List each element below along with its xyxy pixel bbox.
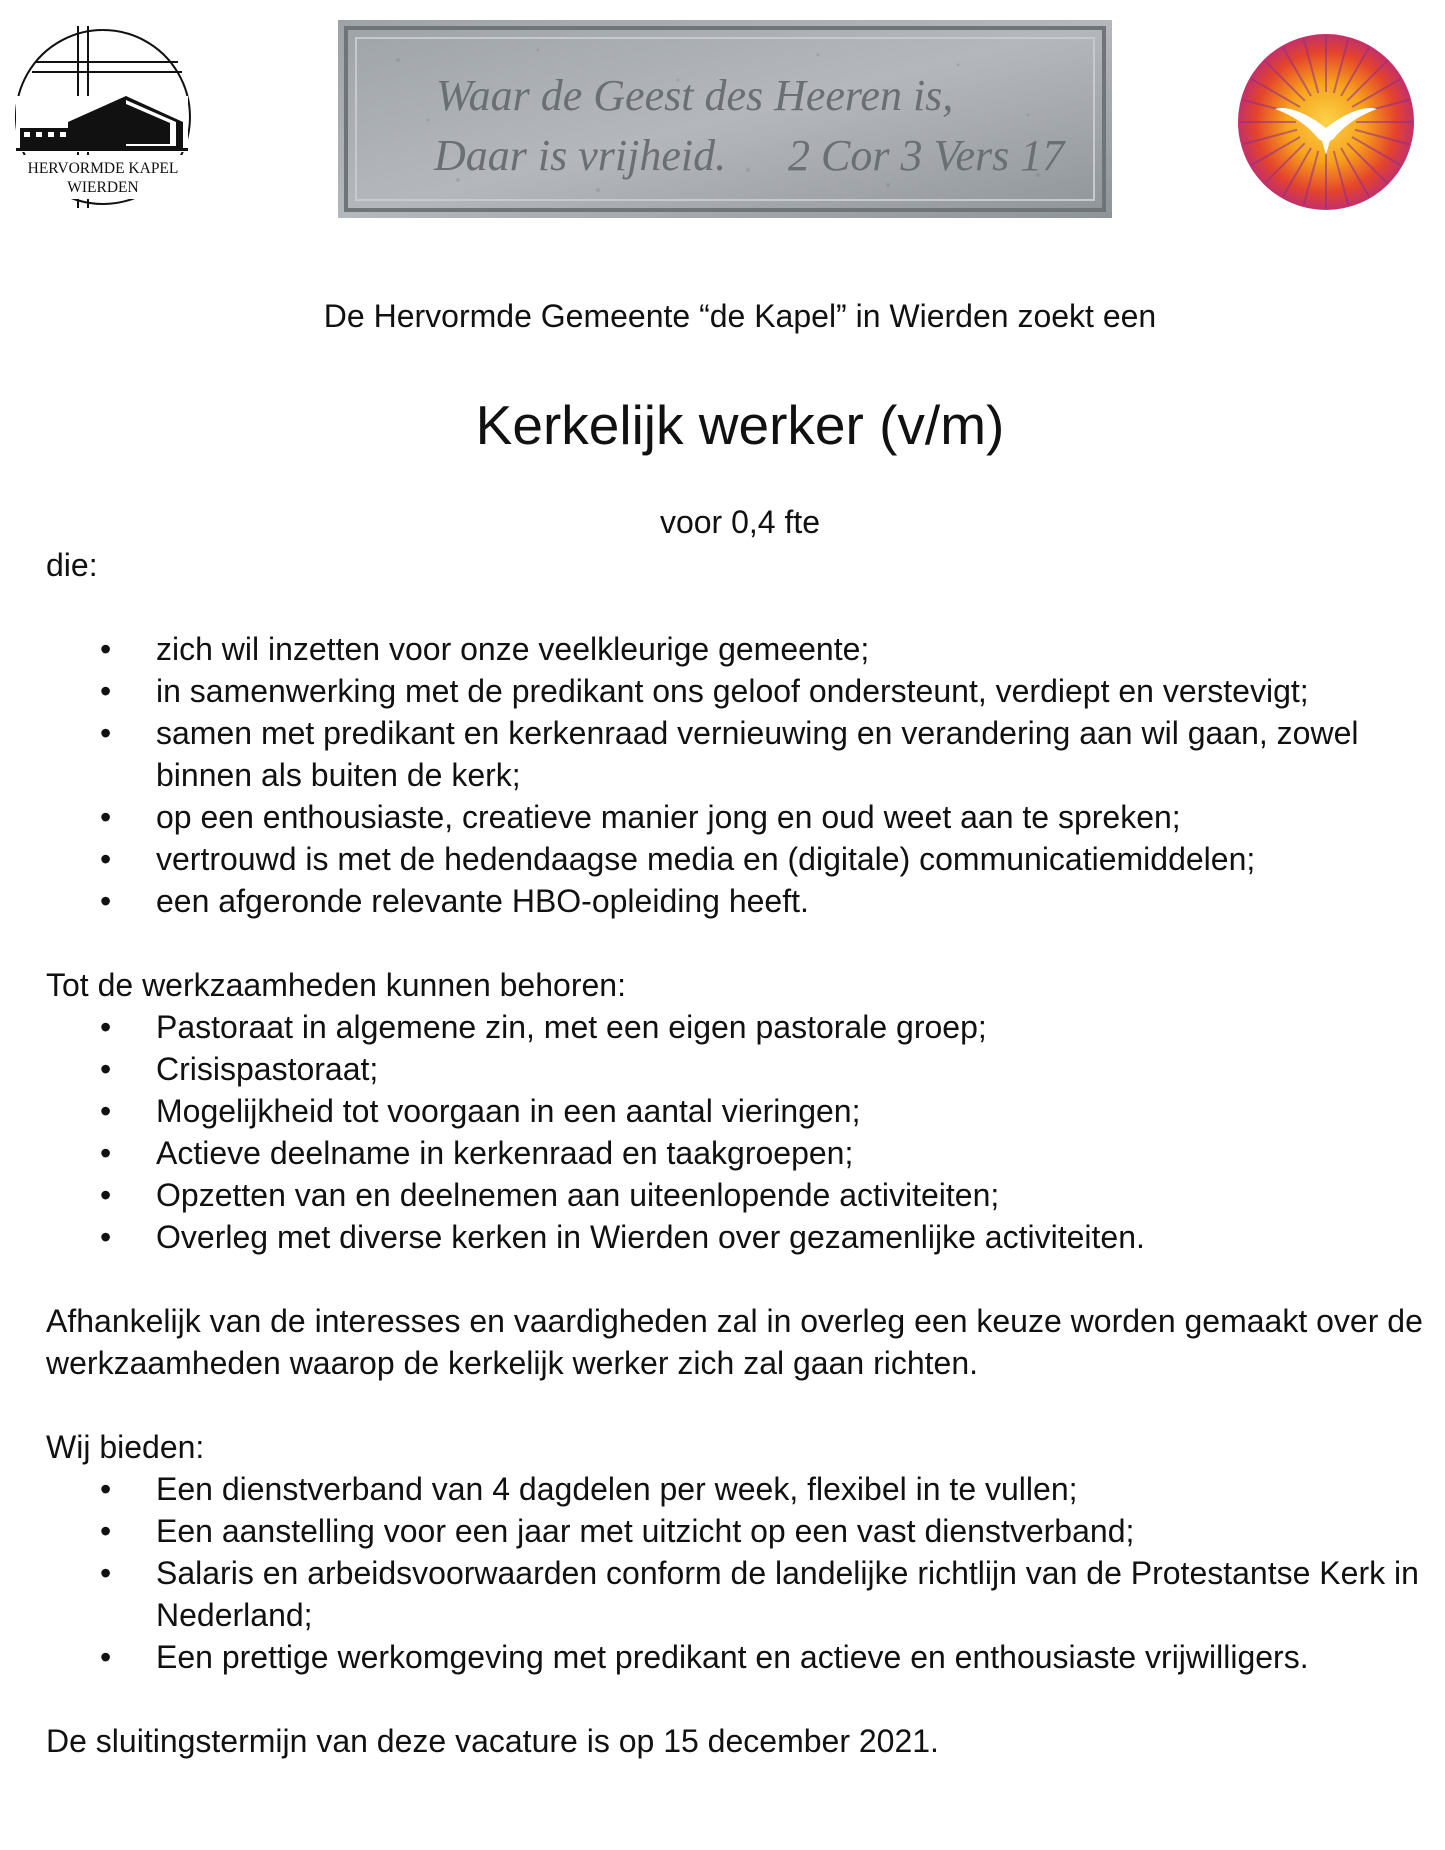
vacancy-body: [46, 544, 1426, 1762]
bullet-icon: •: [100, 1051, 112, 1087]
logo-text-line2: WIERDEN: [67, 179, 139, 196]
tasks-heading: Tot de werkzaamheden kunnen behoren:: [46, 967, 626, 1003]
inscription-reference: 2 Cor 3 Vers 17: [788, 131, 1065, 180]
list-item: • Pastoraat in algemene zin, met een eigen pastorale groep;: [156, 1006, 1426, 1048]
bullet-icon: •: [100, 1471, 112, 1507]
bullet-icon: •: [100, 1555, 112, 1591]
bullet-icon: •: [100, 1639, 112, 1675]
list-item: • Een dienstverband van 4 dagdelen per week, flexibel in te vullen;: [156, 1468, 1426, 1510]
bullet-icon: •: [100, 1135, 112, 1171]
inscription-line1: Waar de Geest des Heeren is,: [436, 71, 954, 120]
fte-text: voor 0,4 fte: [659, 504, 821, 540]
offers-list: [46, 1468, 1426, 1678]
bullet-icon: •: [100, 1219, 112, 1255]
list-item: • samen met predikant en kerkenraad vernieuwing en verandering aan wil gaan, zowel binnen als buiten de kerk;: [156, 712, 1426, 796]
bullet-icon: •: [100, 883, 112, 919]
logo-text-line1: HERVORMDE KAPEL: [27, 160, 179, 177]
dove-sunburst-icon: [1237, 33, 1415, 211]
bullet-icon: •: [100, 715, 112, 751]
list-item: • Overleg met diverse kerken in Wierden over gezamenlijke activiteiten.: [156, 1216, 1426, 1258]
bullet-icon: •: [100, 799, 112, 835]
bullet-icon: •: [100, 1009, 112, 1045]
bullet-icon: •: [100, 1093, 112, 1129]
list-item: • zich wil inzetten voor onze veelkleurige gemeente;: [156, 628, 1426, 670]
tasks-list: [46, 1006, 1426, 1258]
list-item: • Salaris en arbeidsvoorwaarden conform de landelijke richtlijn van de Protestantse Kerk in Nederland;: [156, 1552, 1426, 1636]
job-title: Kerkelijk werker (v/m): [475, 394, 1005, 456]
header: [0, 0, 1445, 230]
list-item: • Opzetten van en deelnemen aan uiteenlopende activiteiten;: [156, 1174, 1426, 1216]
list-item: • in samenwerking met de predikant ons geloof ondersteunt, verdiept en verstevigt;: [156, 670, 1426, 712]
hervormde-kapel-logo: [8, 22, 198, 212]
dependency-paragraph: Afhankelijk van de interesses en vaardigheden zal in overleg een keuze worden gemaakt over de werkzaamheden waarop de kerkelijk werker zich zal gaan richten.: [46, 1303, 1423, 1381]
list-item: • Actieve deelname in kerkenraad en taakgroepen;: [156, 1132, 1426, 1174]
inscription-line2: Daar is vrijheid.: [434, 131, 727, 180]
list-item: • Een prettige werkomgeving met predikant en actieve en enthousiaste vrijwilligers.: [156, 1636, 1426, 1678]
requirements-list: [46, 628, 1426, 922]
bullet-icon: •: [100, 1513, 112, 1549]
stone-inscription: [338, 20, 1112, 218]
die-label: die:: [46, 547, 98, 583]
bullet-icon: •: [100, 673, 112, 709]
list-item: • Mogelijkheid tot voorgaan in een aantal vieringen;: [156, 1090, 1426, 1132]
offer-heading: Wij bieden:: [46, 1429, 205, 1465]
bullet-icon: •: [100, 631, 112, 667]
list-item: • vertrouwd is met de hedendaagse media en (digitale) communicatiemiddelen;: [156, 838, 1426, 880]
list-item: • Crisispastoraat;: [156, 1048, 1426, 1090]
list-item: • een afgeronde relevante HBO-opleiding heeft.: [156, 880, 1426, 922]
list-item: • op een enthousiaste, creatieve manier jong en oud weet aan te spreken;: [156, 796, 1426, 838]
closing-date: De sluitingstermijn van deze vacature is op 15 december 2021.: [46, 1723, 939, 1759]
bullet-icon: •: [100, 1177, 112, 1213]
intro-text: De Hervormde Gemeente “de Kapel” in Wierden zoekt een: [323, 298, 1157, 334]
bullet-icon: •: [100, 841, 112, 877]
list-item: • Een aanstelling voor een jaar met uitzicht op een vast dienstverband;: [156, 1510, 1426, 1552]
